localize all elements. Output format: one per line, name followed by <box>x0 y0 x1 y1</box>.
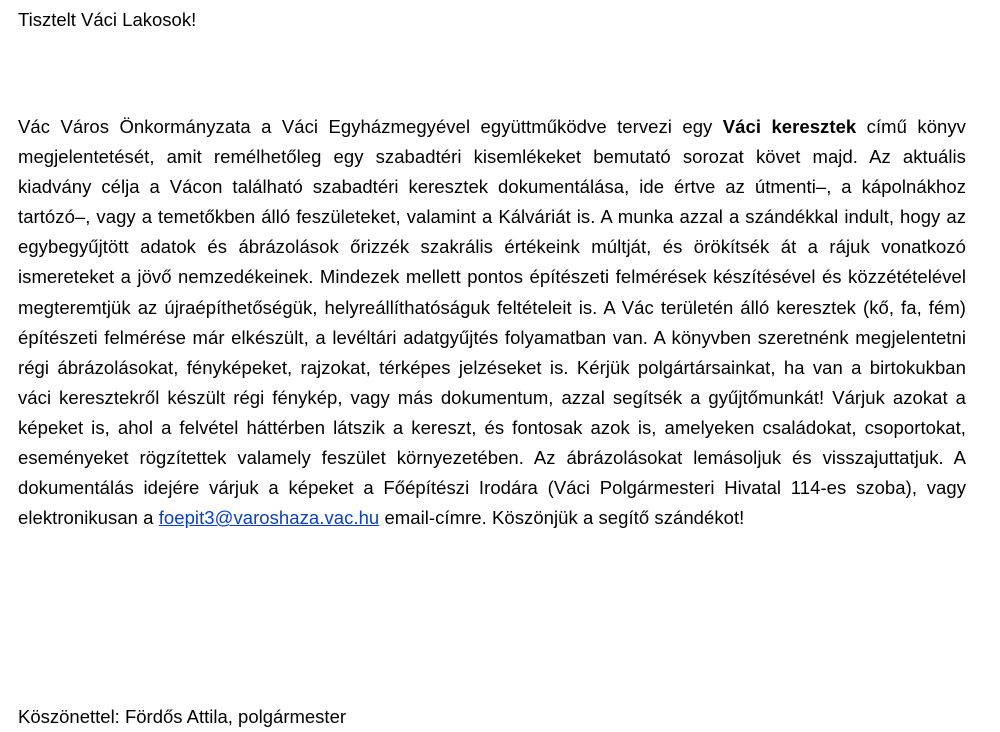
paragraph-body: című könyv megjelentetését, amit remélhetőleg egy szabadtéri kisemlékeket bemutató sorozat követ majd. Az aktuális kiadvány célja a Vácon található szabadtéri keresztek dokumentálása, ide értve az útmenti–, a kápolnákhoz tartózó–, vagy a temetőkben álló feszületeket, valamint a Kálváriát is. A munka azzal a szándékkal indult, hogy az egybegyűjtött adatok és ábrázolások őrizzék szakrális értékeink múltját, és örökítsék át a rájuk vonatkozó ismereteket a jövő nemzedékeinek. Mindezek mellett pontos építészeti felmérések készítésével és közzétételével megteremtjük az újraépíthetőségük, helyreállíthatóságuk feltételeit is. A Vác területén álló keresztek (kő, fa, fém) építészeti felmérése már elkészült, a levéltári adatgyűjtés folyamatban van. A könyvben szeretnénk megjelentetni régi ábrázolásokat, fényképeket, rajzokat, térképes jelzéseket is. Kérjük polgártársainkat, ha van a birtokukban váci keresztekről készült régi fénykép, vagy más dokumentum, azzal segítsék a gyűjtőmunkát! Várjuk azokat a képeket is, ahol a felvétel háttérben látszik a kereszt, és fontosak azok is, amelyeken családokat, csoportokat, eseményeket rögzítettek valamely feszület környezetében. Az ábrázolásokat lemásoljuk és visszajuttatjuk. A dokumentálás idejére várjuk a képeket a Főépítészi Irodára (Váci Polgármesteri Hivatal 114-es szoba), vagy elektronikusan a <box>18 116 966 529</box>
paragraph-intro: Vác Város Önkormányzata a Váci Egyházmegyével együttműködve tervezi egy <box>18 116 723 137</box>
letter-closing-signature: Köszönettel: Fördős Attila, polgármester <box>18 706 347 727</box>
paragraph-outro: email-címre. Köszönjük a segítő szándékot! <box>379 507 745 529</box>
email-link[interactable]: foepit3@varoshaza.vac.hu <box>158 507 380 529</box>
letter-body-paragraph <box>18 112 966 533</box>
letter-greeting: Tisztelt Váci Lakosok! <box>18 9 197 30</box>
letter-page <box>18 0 966 727</box>
book-title: Váci keresztek <box>722 116 857 137</box>
